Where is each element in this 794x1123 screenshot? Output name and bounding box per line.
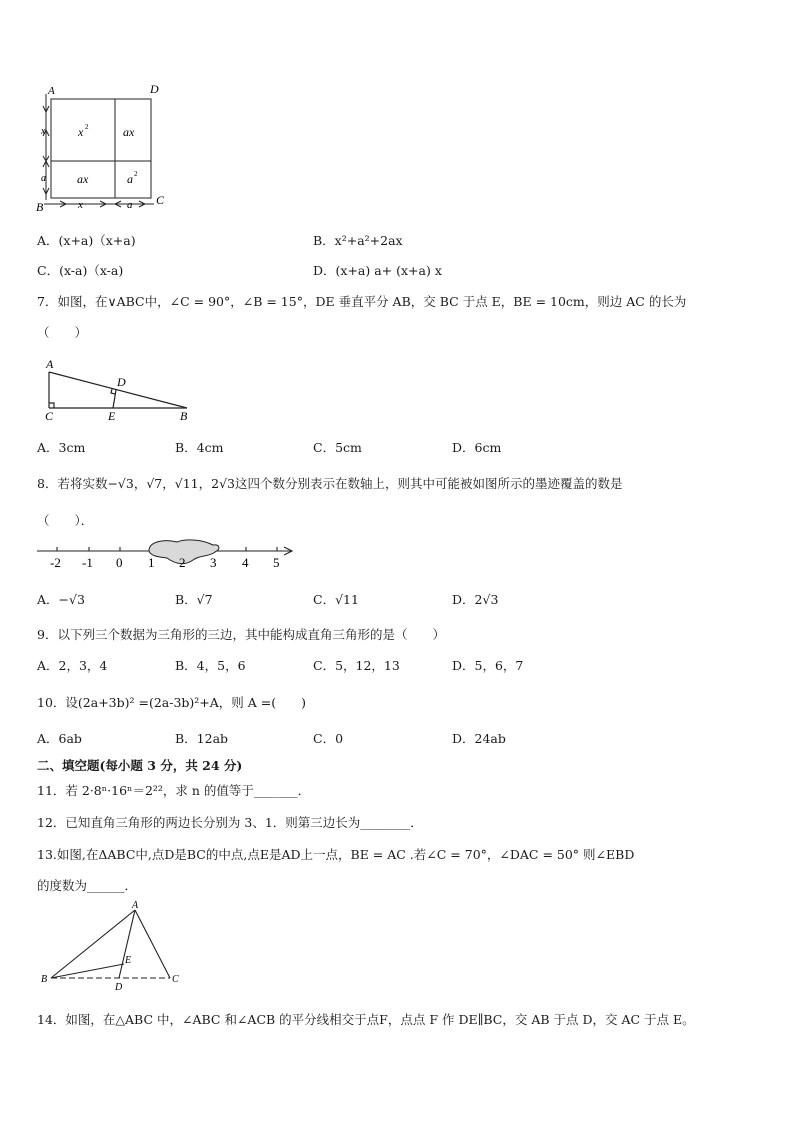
q7-fig-label-D: D [117, 375, 126, 389]
q8-option-b: B．√7 [175, 592, 213, 607]
q8-axis-label-neg2: -2 [50, 555, 61, 570]
q9-stem: 9．以下列三个数据为三角形的三边，其中能构成直角三角形的是（ ） [37, 627, 445, 642]
q13-triangle-figure [38, 898, 188, 992]
q9-option-a: A．2，3，4 [37, 658, 108, 673]
q7-option-b: B．4cm [175, 440, 224, 455]
fig6-label-C: C [156, 193, 165, 207]
q12-text: 12．已知直角三角形的两边长分别为 3、1．则第三边长为________． [37, 815, 423, 830]
fig6-left-a: a [41, 173, 46, 184]
q10-option-d: D．24ab [452, 731, 506, 746]
q13-fig-label-D: D [115, 982, 123, 992]
fig6-x-squared: x [78, 125, 84, 139]
q13-fig-label-C: C [172, 974, 179, 985]
q14-text: 14．如图，在△ABC 中，∠ABC 和∠ACB 的平分线相交于点F，点点 F 作 DE∥BC，交 AB 于点 D，交 AC 于点 E。 [37, 1012, 695, 1027]
q9-option-d: D．5，6，7 [452, 658, 524, 673]
q8-number-line-figure [35, 536, 297, 572]
q8-option-d: D．2√3 [452, 592, 499, 607]
q9-option-b: B．4，5，6 [175, 658, 246, 673]
section-title-fill-in: 二、填空题(每小题 3 分，共 24 分) [37, 758, 243, 773]
q8-axis-label-3: 3 [210, 555, 217, 570]
q10-option-a: A．6ab [37, 731, 82, 746]
fig6-ax-bottom: ax [77, 172, 89, 186]
q8-axis-label-neg1: -1 [82, 555, 93, 570]
q11-text: 11．若 2·8ⁿ·16ⁿ＝2²²，求 n 的值等于_______． [37, 783, 311, 798]
fig6-bottom-x: x [78, 199, 83, 211]
q8-stem: 8．若将实数−√3，√7，√11，2√3这四个数分别表示在数轴上，则其中可能被如图所示的墨迹覆盖的数是 [37, 476, 623, 491]
q7-fig-label-B: B [180, 409, 188, 423]
q8-axis-label-0: 0 [116, 555, 123, 570]
q6-option-a: A．(x+a)（x+a) [37, 233, 136, 248]
q9-option-c: C．5，12，13 [313, 658, 400, 673]
fig6-a-squared-exp: 2 [134, 170, 138, 178]
q6-square-figure [30, 80, 180, 220]
fig6-label-A: A [48, 85, 55, 97]
q8-axis-label-4: 4 [242, 555, 249, 570]
fig6-label-B: B [36, 200, 44, 214]
q8-axis-label-1: 1 [148, 555, 155, 570]
fig6-bottom-a: a [127, 199, 133, 211]
fig6-ax-top: ax [123, 125, 135, 139]
q8-option-a: A．−√3 [37, 592, 85, 607]
q6-option-b: B．x²+a²+2ax [313, 233, 403, 248]
q8-option-c: C．√11 [313, 592, 359, 607]
q6-option-d: D．(x+a) a+ (x+a) x [313, 263, 442, 278]
q7-triangle-figure [40, 356, 200, 426]
q13-fig-label-E: E [125, 955, 132, 966]
fig6-label-D: D [150, 82, 159, 96]
q13-fig-label-A: A [132, 900, 139, 911]
fig6-x-squared-exp: 2 [85, 123, 89, 131]
q7-answer-paren: （ ） [37, 325, 88, 340]
fig6-a-squared: a [127, 172, 133, 186]
q7-option-a: A．3cm [37, 440, 86, 455]
q6-option-c: C．(x-a)（x-a) [37, 263, 124, 278]
q8-axis-label-2: 2 [179, 555, 186, 570]
q8-axis-label-5: 5 [273, 555, 280, 570]
q8-answer-paren: （ ）． [37, 513, 94, 528]
fig6-left-x: x [41, 126, 46, 137]
q13-fig-label-B: B [41, 974, 48, 985]
q10-option-b: B．12ab [175, 731, 229, 746]
q7-option-d: D．6cm [452, 440, 502, 455]
q7-option-c: C．5cm [313, 440, 362, 455]
q7-fig-label-A: A [46, 357, 54, 371]
q7-fig-label-C: C [45, 409, 54, 423]
q13-stem-line2: 的度数为______． [37, 878, 138, 893]
q13-stem-line1: 13.如图,在ΔABC中,点D是BC的中点,点E是AD上一点，BE = AC .若∠C = 70°，∠DAC = 50° 则∠EBD [37, 847, 635, 862]
q10-stem: 10．设(2a+3b)² =(2a-3b)²+A，则 A =( ) [37, 695, 307, 710]
q10-option-c: C．0 [313, 731, 344, 746]
q7-fig-label-E: E [108, 409, 116, 423]
q7-stem: 7．如图，在∨ABC中，∠C = 90°，∠B = 15°，DE 垂直平分 AB，交 BC 于点 E，BE = 10cm，则边 AC 的长为 [37, 294, 687, 309]
